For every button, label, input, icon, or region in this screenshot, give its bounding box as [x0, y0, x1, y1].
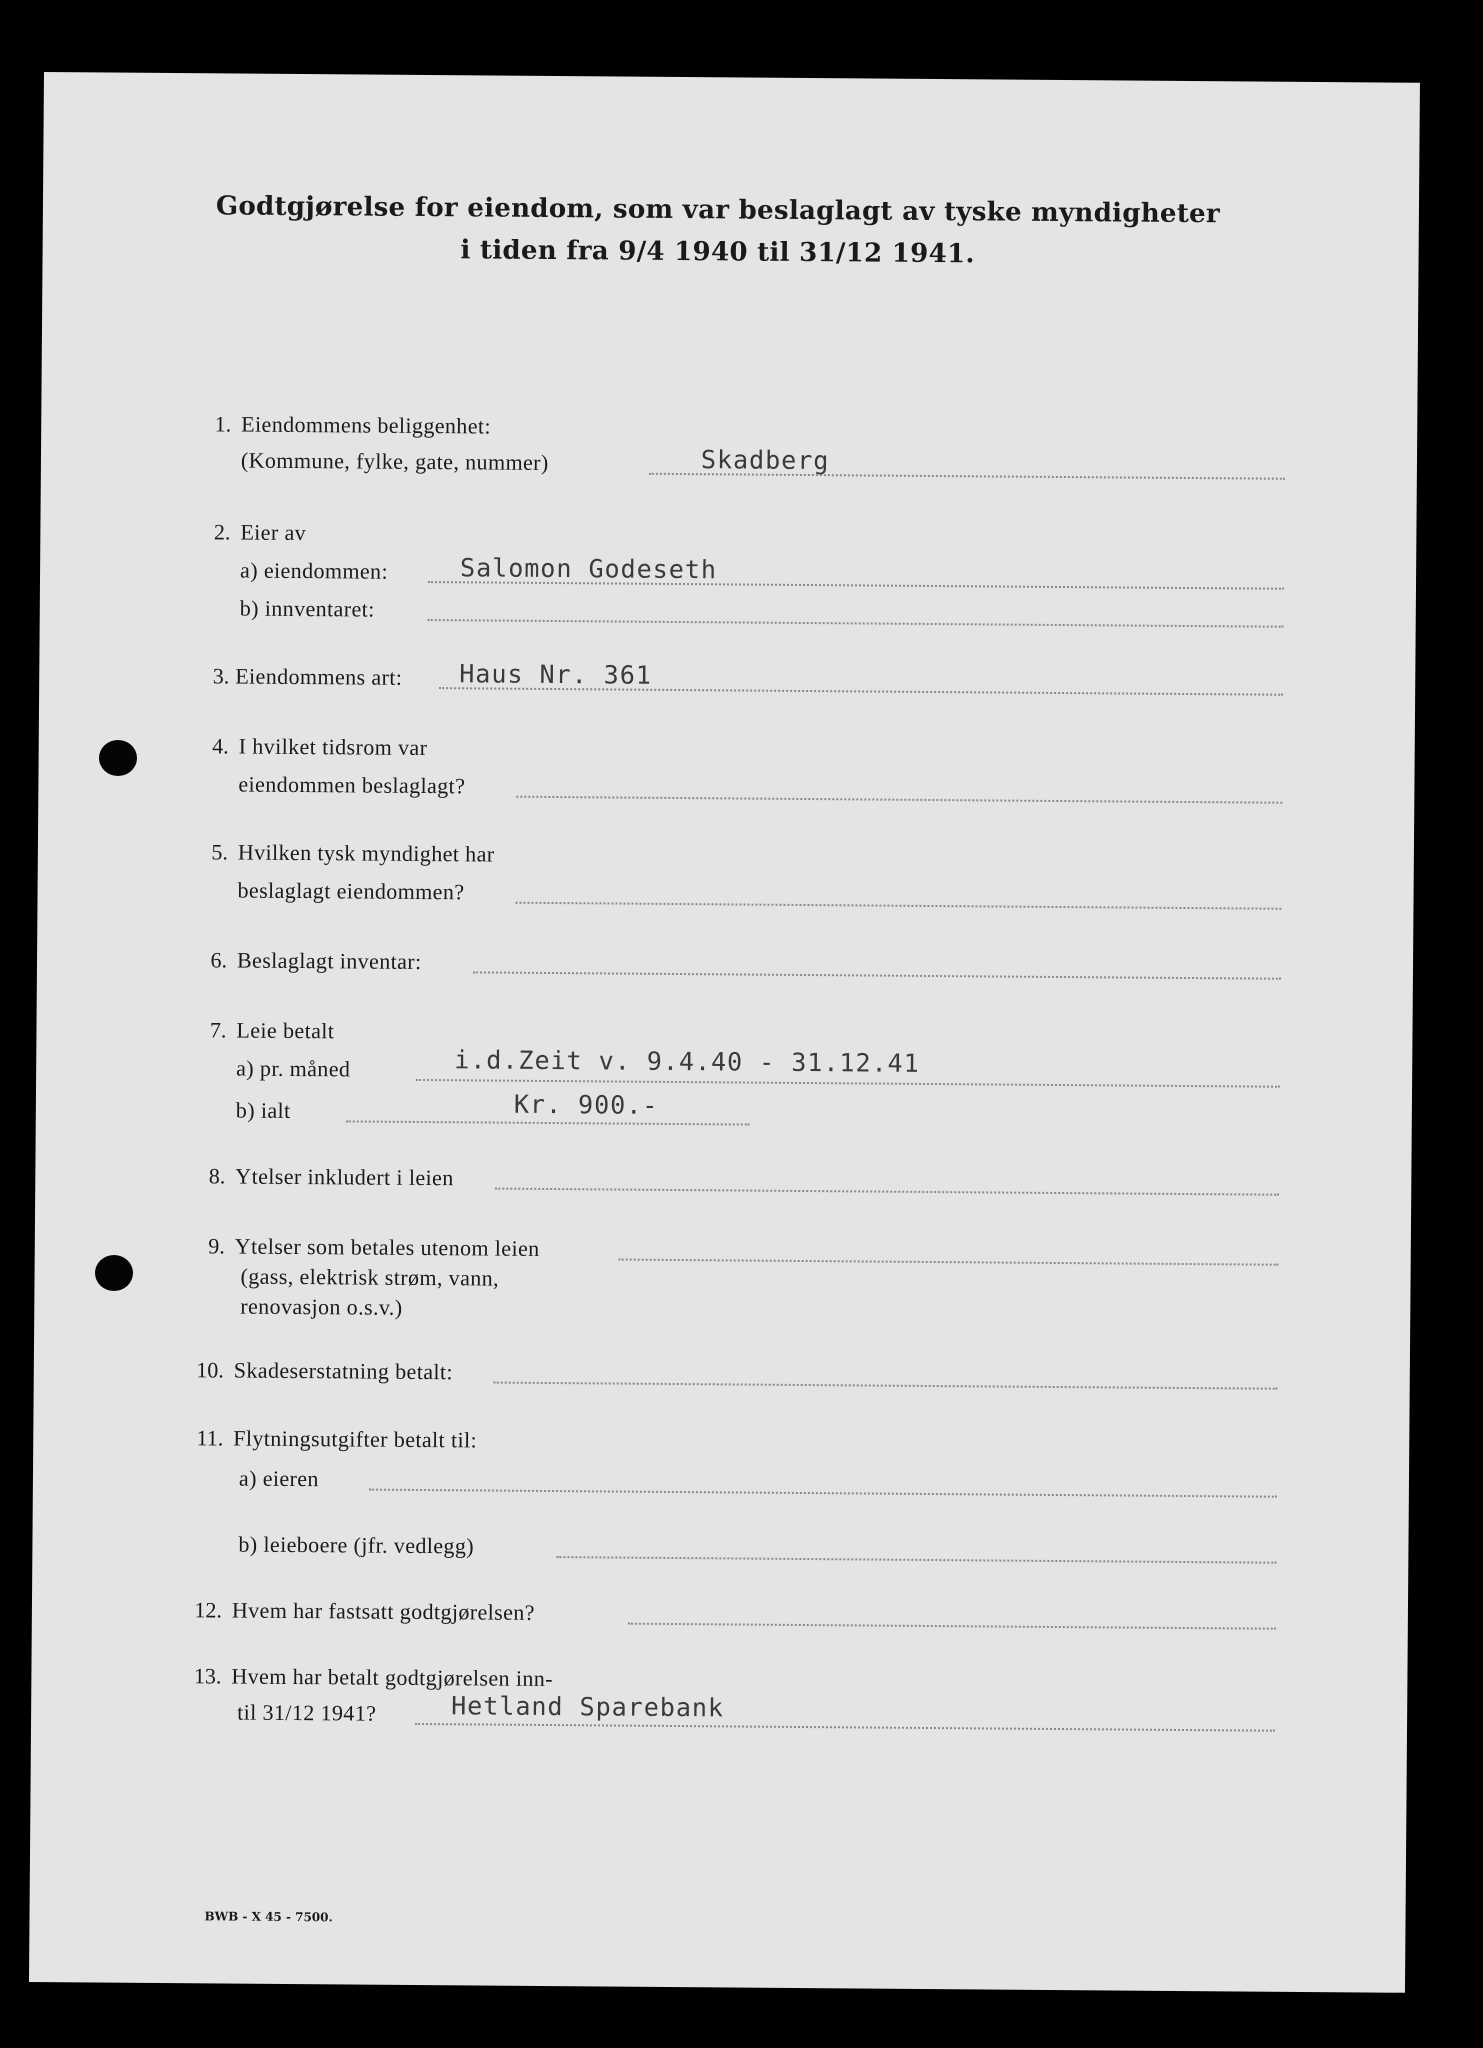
q13-label2: til 31/12 1941? — [237, 1699, 377, 1726]
q8-label: Ytelser inkludert i leien — [235, 1163, 454, 1191]
q11-label: Flytningsutgifter betalt til: — [233, 1425, 478, 1453]
q12-label: Hvem har fastsatt godtgjørelsen? — [231, 1597, 536, 1625]
q1-number: 1. — [214, 411, 232, 437]
q1-answer: Skadberg — [700, 445, 830, 476]
q12-number: 12. — [194, 1597, 223, 1623]
q6-number: 6. — [210, 947, 228, 973]
q7b-answer-line — [346, 1120, 750, 1125]
q5-label2: beslaglagt eiendommen? — [237, 877, 465, 905]
q7-label: Leie betalt — [236, 1017, 335, 1044]
print-code: BWB - X 45 - 7500. — [204, 1909, 333, 1925]
q8-answer-line — [495, 1188, 1279, 1196]
q9-label2: (gass, elektrisk strøm, vann, — [240, 1263, 500, 1291]
q13-number: 13. — [193, 1663, 222, 1689]
q6-label: Beslaglagt inventar: — [236, 947, 422, 974]
q4-number: 4. — [212, 733, 229, 759]
q10-label: Skadeserstatning betalt: — [233, 1357, 454, 1385]
q13-label: Hvem har betalt godtgjørelsen inn- — [231, 1663, 554, 1692]
q5-answer-line — [515, 902, 1281, 910]
q9-label3: renovasjon o.s.v.) — [240, 1293, 403, 1320]
q2-number: 2. — [213, 519, 231, 545]
q3-label: Eiendommens art: — [235, 663, 403, 690]
q2a-label: a) eiendommen: — [239, 557, 389, 584]
q11b-answer-line — [556, 1556, 1276, 1564]
q4-label2: eiendommen beslaglagt? — [238, 771, 466, 799]
q11a-label: a) eieren — [238, 1465, 319, 1492]
q7-number: 7. — [209, 1017, 227, 1043]
q2b-label: b) innventaret: — [239, 595, 375, 622]
punch-hole-bottom — [95, 1255, 133, 1291]
q5-number: 5. — [211, 839, 228, 865]
q1-label: Eiendommens beliggenhet: — [241, 411, 492, 439]
q10-number: 10. — [196, 1357, 224, 1383]
q4-label: I hvilket tidsrom var — [238, 733, 428, 761]
q7a-answer-line — [416, 1079, 1280, 1088]
q6-answer-line — [473, 971, 1281, 979]
q13-answer-line — [415, 1723, 1275, 1732]
q11-number: 11. — [196, 1425, 224, 1451]
form-title-line1: Godtgjørelse for eiendom, som var beslaglagt av tyske myndigheter — [215, 191, 1221, 230]
q12-answer-line — [628, 1623, 1276, 1630]
q9-answer-line — [619, 1259, 1279, 1266]
q13-answer: Hetland Sparebank — [451, 1691, 725, 1723]
form-page — [29, 72, 1420, 1993]
q1-sublabel: (Kommune, fylke, gate, nummer) — [240, 447, 549, 475]
q7a-label: a) pr. måned — [236, 1055, 351, 1082]
punch-hole-top — [99, 740, 137, 776]
q7a-answer: i.d.Zeit v. 9.4.40 - 31.12.41 — [454, 1045, 920, 1078]
q5-label: Hvilken tysk myndighet har — [237, 839, 495, 867]
q4-answer-line — [516, 796, 1282, 804]
q2a-answer: Salomon Godeseth — [460, 553, 718, 585]
q11b-label: b) leieboere (jfr. vedlegg) — [238, 1531, 475, 1559]
q9-label: Ytelser som betales utenom leien — [234, 1233, 540, 1261]
q7b-answer: Kr. 900.- — [513, 1089, 659, 1120]
q10-answer-line — [494, 1382, 1278, 1390]
q3-answer: Haus Nr. 361 — [459, 659, 653, 690]
q2-label: Eier av — [240, 519, 307, 546]
q3-number: 3. — [212, 663, 230, 689]
q8-number: 8. — [208, 1163, 226, 1189]
q2b-answer-line — [428, 619, 1284, 628]
q9-number: 9. — [208, 1233, 225, 1259]
q7b-label: b) ialt — [235, 1097, 291, 1123]
form-title-line2: i tiden fra 9/4 1940 til 31/12 1941. — [460, 235, 975, 270]
q11a-answer-line — [369, 1489, 1277, 1498]
